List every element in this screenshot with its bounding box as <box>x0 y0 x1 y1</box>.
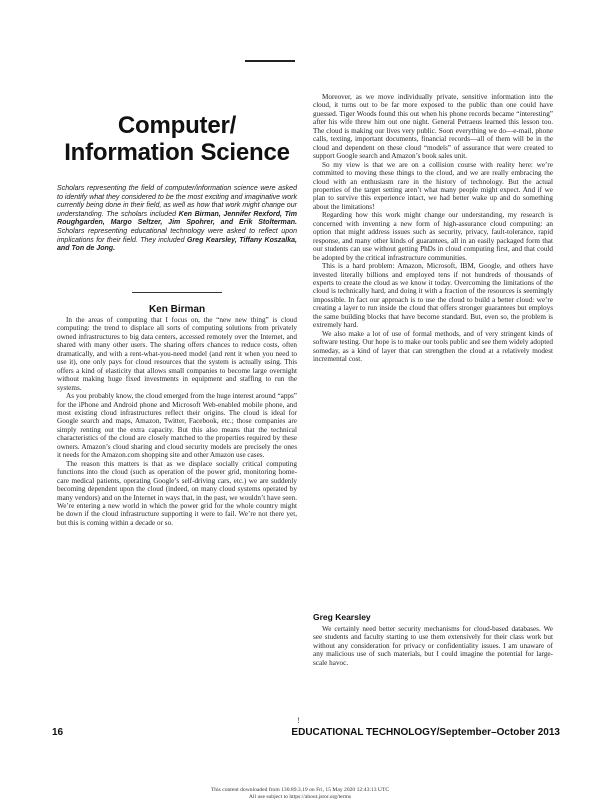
ken-paragraph-1: In the areas of computing that I focus on, the “new new thing” is cloud computing: the trend to displace all sorts of computing solutions from privately owned infrastructures to big data centers, accessed remotely over the Internet, and shared with many other users. The sharing offers chances to reduce costs, often dramatically, and with a rent-what-you-need model (and rent it when you need to use it), one only pays for cloud resources that the system is actually using. This offers a kind of elasticity that allows small companies to become large overnight without making huge fixed investments in equipment and staffing to run the systems. <box>57 316 297 392</box>
intro-authors-1: Ken Birman, Jennifer Rexford, Tim Roughgarden, Margo Seltzer, Jim Spohrer, and Erik Stolterman. <box>57 210 297 227</box>
greg-column <box>313 625 553 667</box>
intro-authors-2: Greg Kearsley, Tiffany Koszalka, and Ton de Jong. <box>57 236 297 253</box>
ken-column-left <box>57 316 297 527</box>
ken-paragraph-6: Regarding how this work might change our understanding, my research is concerned with inventing a new form of high-assurance cloud computing: an option that might address issues such as security, privacy, fault-tolerance, rapid response, and many other kinds of guarantees, all in an easily packaged form that our students can use without getting PhDs in cloud computing first, and that could be adopted by the critical infrastructure communities. <box>313 211 553 262</box>
ken-paragraph-2: As you probably know, the cloud emerged from the huge interest around “apps” for the iPhone and Android phone and Microsoft Web-enabled mobile phone, and most existing cloud infrastructures reflect their origins. The cloud is ideal for Google search and maps, Amazon, Twitter, Facebook, etc.; those companies are simply renting out the extra capacity. But this also means that the technical characteristics of the cloud are closely matched to the properties required by these owners. Amazon’s cloud sharing and cloud security models are precisely the ones it needs for the Amazon.com shopping site and other Amazon use cases. <box>57 392 297 460</box>
author-heading-ken-birman: Ken Birman <box>148 304 206 315</box>
title-line-1: Computer/ <box>117 112 237 139</box>
ken-paragraph-5: So my view is that we are on a collision course with reality here: we’re committed to moving these things to the cloud, and we are really embracing the cloud with an enthusiasm rare in the history of technology. But the actual properties of the target setting aren’t what many people might expect. And if we plan to survive this experience intact, we had better wake up and do something about the limitations! <box>313 160 553 211</box>
intro-text-2: Scholars representing educational technology were asked to reflect upon implications for their field. They included <box>57 227 297 244</box>
ken-paragraph-7: This is a hard problem: Amazon, Microsoft, IBM, Google, and others have invested literally billions and employed tens if not hundreds of thousands of experts to create the cloud as we know it today. Overcoming the limitations of the cloud is technically hard, and doing it with a fraction of the resources is seemingly impossible. In fact our approach is to use the cloud to build a better cloud: we’re creating a layer to run inside the cloud that offers stronger guarantees but employs the same building blocks that have become standard. But, even so, the problem is extremely hard. <box>313 262 553 330</box>
section-divider <box>132 292 222 293</box>
author-heading-greg-kearsley: Greg Kearsley <box>313 612 371 622</box>
ken-paragraph-4: Moreover, as we move individually private, sensitive information into the cloud, it turns out to be far more exposed to the public than one could have guessed. Tiger Woods found this out when his phone records became “interesting” after his wife threw him out one night. General Petraeus learned this lesson too. The cloud is making our lives very public. Soon everything we do—e-mail, phone calls, texting, important documents, financial records—all of them will be in the cloud and dependent on these cloud “models” of assurance that were created to support Google search and Amazon’s book sales unit. <box>313 93 553 161</box>
ken-paragraph-3: The reason this matters is that as we displace socially critical computing functions into the cloud (such as operation of the power grid, monitoring home-care medical patients, operating Google’s self-driving cars, etc.) we are suddenly becoming dependent upon the cloud (indeed, on many cloud systems operated by many vendors) and on the Internet in ways that, in the past, we wouldn’t have seen. We’re entering a new world in which the power grid for the whole country might be down if the cloud infrastructure supporting it were to fail. We’re not there yet, but this is coming within a decade or so. <box>57 459 297 527</box>
article-title <box>52 112 302 166</box>
intro-text-1: Scholars representing the field of computer/information science were asked to identify what they considered to be the most exciting and imaginative work currently being done in their field, as well as how that work might change our understanding. The scholars included <box>57 185 297 218</box>
title-line-2: Information Science <box>64 139 290 166</box>
download-notice: This content downloaded from 130.89.3.19 on Fri, 15 May 2020 12:43:13 UTC <box>210 787 390 793</box>
ken-column-right <box>313 93 553 364</box>
greg-paragraph-1: We certainly need better security mechanisms for cloud-based databases. We see students and faculty starting to use them extensively for their class work but without any consideration for privacy or confidentiality issues. I am unaware of any malicious use of such materials, but I could imagine the potential for large-scale havoc. <box>313 625 553 667</box>
ken-paragraph-8: We also make a lot of use of formal methods, and of very stringent kinds of software testing. Our hope is to make our tools public and see them widely adopted someday, as a kind of layer that can strengthen the cloud at a relatively modest incremental cost. <box>313 329 553 364</box>
margin-marker: ! <box>297 717 300 725</box>
journal-footer: EDUCATIONAL TECHNOLOGY/September–October 2013 <box>291 727 560 738</box>
terms-notice: All use subject to https://about.jstor.org/terms <box>248 794 352 800</box>
top-decorative-rule <box>245 60 295 62</box>
article-intro <box>57 185 297 254</box>
page-number: 16 <box>52 727 64 738</box>
